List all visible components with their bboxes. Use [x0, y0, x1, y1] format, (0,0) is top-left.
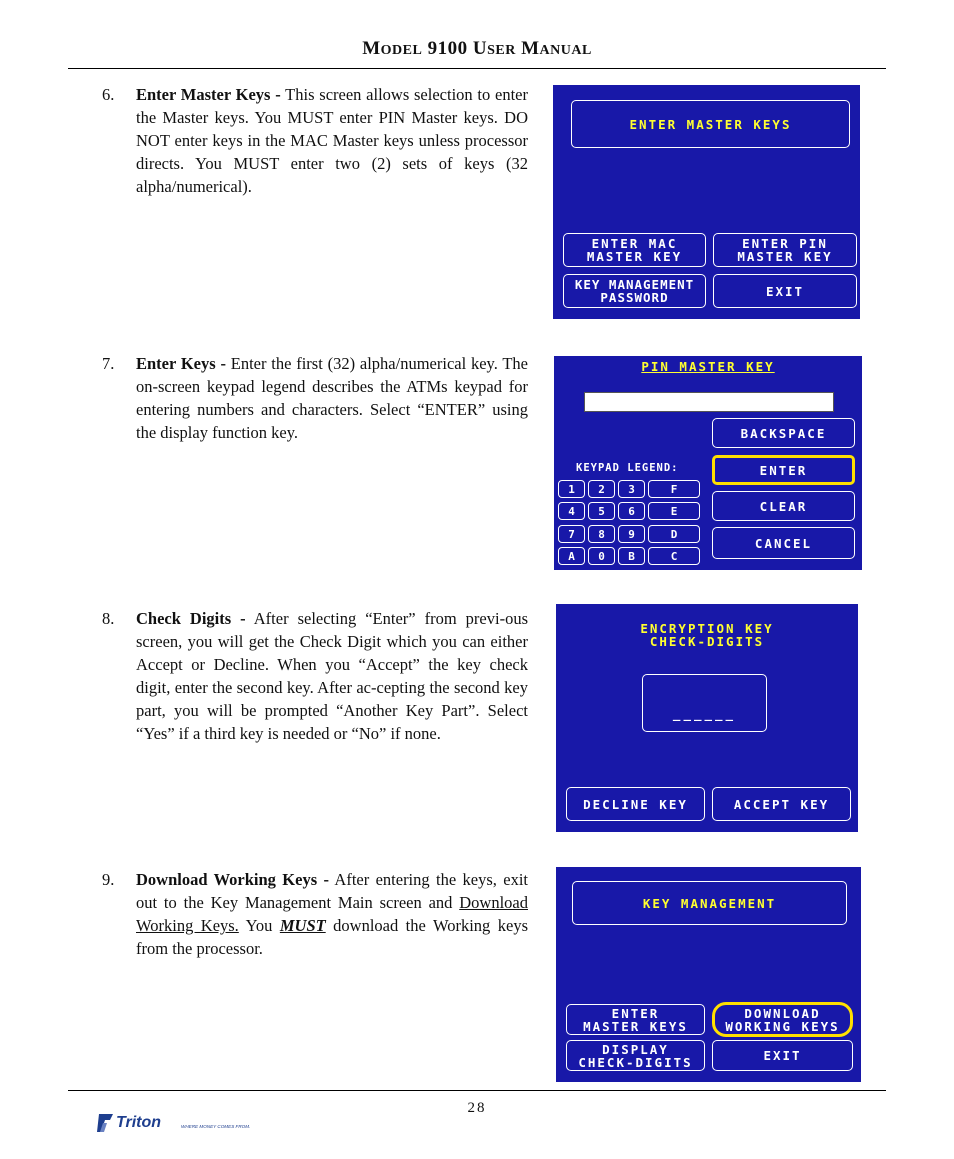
button-label: MASTER KEYS: [583, 1018, 688, 1034]
check-digits-box: [642, 674, 767, 732]
cancel-button[interactable]: [712, 527, 855, 559]
step-number: 6.: [102, 85, 115, 104]
logo-tagline: WHERE MONEY COMES FROM.: [181, 1124, 251, 1129]
keypad-key: 8: [588, 525, 615, 543]
header-title-part: 9100: [427, 38, 468, 59]
step-number: 9.: [102, 870, 115, 889]
keypad-key: 4: [558, 502, 585, 520]
keypad-key: 5: [588, 502, 615, 520]
exit-button[interactable]: [712, 1040, 853, 1071]
screen-title-box: [571, 100, 850, 148]
key-input-field[interactable]: [584, 392, 834, 412]
screen-title: ENCRYPTION KEY: [640, 621, 774, 636]
button-label: CLEAR: [759, 498, 808, 514]
accept-key-button[interactable]: [712, 787, 851, 821]
screen-title: ENTER MASTER KEYS: [629, 116, 792, 132]
header-title-part: ANUAL: [539, 43, 592, 58]
step-text-underlined: Download Working Keys.: [136, 893, 528, 935]
clear-button[interactable]: [712, 491, 855, 521]
keypad-key: 2: [588, 480, 615, 498]
page-number: 28: [467, 1100, 487, 1116]
keypad-key: 6: [618, 502, 645, 520]
keypad-key: C: [648, 547, 700, 565]
check-digits-value: ______: [672, 706, 737, 721]
step-heading: Enter Master Keys -: [136, 85, 281, 104]
step-text: After selecting “Enter” from previ-ous screen, you will get the Check Digit which you can either Accept or Decline. When you “Accept” the key check digit, enter the second key. After ac-cepting the second key part, you will be prompted “Another Key Part”. Select “Yes” if a third key is needed or “No” if none.: [136, 609, 528, 743]
step-heading: Enter Keys -: [136, 354, 226, 373]
step-9: [102, 868, 528, 960]
button-label: EXIT: [765, 283, 805, 299]
enter-pin-master-key-button[interactable]: [713, 233, 857, 267]
button-label: ACCEPT KEY: [733, 796, 830, 812]
button-label: ENTER: [759, 462, 808, 478]
key-management-password-button[interactable]: [563, 274, 706, 308]
step-text: Enter the first (32) alpha/numerical key. The on-screen keypad legend describes the ATMs keypad for entering numbers and characters. Select “ENTER” using the display function key.: [136, 354, 528, 442]
step-8: [102, 607, 528, 745]
atm-screen-enter-master-keys: [553, 85, 860, 319]
step-number: 7.: [102, 354, 115, 373]
atm-screen-pin-master-key: [554, 356, 862, 570]
step-text: This screen allows selection to enter the Master keys. You MUST enter PIN Master keys. DO NOT enter keys in the MAC Master keys unless processor directs. You MUST enter two (2) sets of keys (32 alpha/numerical).: [136, 85, 528, 196]
display-check-digits-button[interactable]: [566, 1040, 705, 1071]
step-text: download the Working keys from the processor.: [136, 916, 528, 958]
step-heading: Check Digits -: [136, 609, 246, 628]
atm-screen-key-management: [556, 867, 861, 1082]
keypad-key: A: [558, 547, 585, 565]
enter-mac-master-key-button[interactable]: [563, 233, 706, 267]
button-label: PASSWORD: [600, 290, 669, 305]
logo-wordmark: Triton: [116, 1114, 162, 1131]
keypad-key: D: [648, 525, 700, 543]
button-label: MASTER KEY: [586, 249, 683, 264]
button-label: DECLINE KEY: [583, 796, 688, 812]
atm-screen-check-digits: [556, 604, 858, 832]
button-label: DOWNLOAD: [744, 1005, 821, 1021]
screen-title: PIN MASTER KEY: [641, 359, 775, 374]
keypad-key: 1: [558, 480, 585, 498]
button-label: DISPLAY: [602, 1041, 669, 1057]
triton-logo: [97, 1110, 267, 1141]
exit-button[interactable]: [713, 274, 857, 308]
header-title-part: ODEL: [380, 43, 423, 58]
keypad-key: 3: [618, 480, 645, 498]
step-emphasis: MUST: [279, 916, 326, 935]
button-label: CHECK-DIGITS: [578, 1054, 693, 1070]
screen-subtitle: CHECK-DIGITS: [649, 634, 765, 649]
step-7: [102, 352, 528, 444]
header-title-part: M: [521, 38, 540, 59]
step-heading: Download Working Keys -: [136, 870, 329, 889]
screen-title-box: [572, 881, 847, 925]
decline-key-button[interactable]: [566, 787, 705, 821]
header-title-part: M: [362, 38, 381, 59]
keypad-legend-label: KEYPAD LEGEND:: [576, 462, 679, 474]
button-label: CANCEL: [754, 535, 813, 551]
keypad-key: 0: [588, 547, 615, 565]
header-title-part: U: [472, 38, 488, 59]
header-title-part: SER: [487, 43, 516, 58]
keypad-key: 7: [558, 525, 585, 543]
backspace-button[interactable]: [712, 418, 855, 448]
step-text: After entering the keys, exit out to the Key Management Main screen and: [136, 870, 528, 912]
keypad-key: B: [618, 547, 645, 565]
button-label: ENTER: [611, 1005, 660, 1021]
footer-rule: [68, 1090, 886, 1091]
step-6: [102, 83, 528, 198]
button-label: BACKSPACE: [740, 425, 827, 441]
button-label: KEY MANAGEMENT: [574, 277, 695, 292]
enter-button[interactable]: [712, 455, 855, 485]
keypad-key: F: [648, 480, 700, 498]
button-label: WORKING KEYS: [725, 1018, 840, 1034]
header-rule: [68, 68, 886, 69]
keypad-key: E: [648, 502, 700, 520]
download-working-keys-button[interactable]: [712, 1002, 853, 1037]
button-label: MASTER KEY: [737, 249, 833, 264]
step-text: You: [238, 916, 280, 935]
keypad-key: 9: [618, 525, 645, 543]
enter-master-keys-button[interactable]: [566, 1004, 705, 1035]
step-number: 8.: [102, 609, 115, 628]
screen-title: KEY MANAGEMENT: [642, 895, 777, 911]
button-label: EXIT: [763, 1048, 802, 1063]
button-label: ENTER MAC: [591, 236, 678, 251]
button-label: ENTER PIN: [742, 236, 828, 251]
page-header: [0, 38, 954, 60]
